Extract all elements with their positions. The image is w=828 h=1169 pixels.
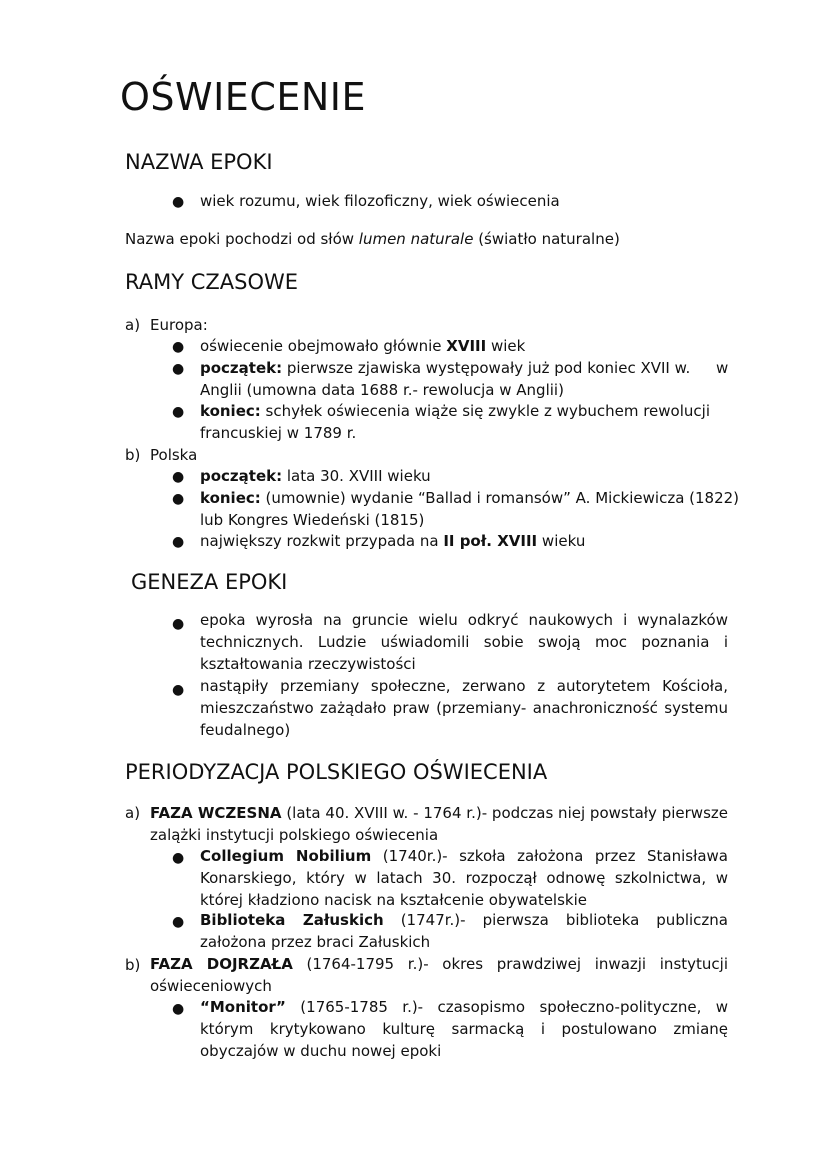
bullet-dot: ● <box>172 1001 185 1017</box>
bullet-text: Biblioteka Załuskich (1747r.)- pierwsza biblioteka publiczna założona przez braci Załuskich <box>200 911 728 951</box>
bullet-text: koniec: schyłek oświecenia wiąże się zwykle z wybuchem rewolucji <box>200 402 710 420</box>
bullet-dot: ● <box>172 361 185 377</box>
list-label-europa: Europa: <box>150 316 208 334</box>
bullet-dot: ● <box>172 850 185 866</box>
list-item-faza-dojrzala: FAZA DOJRZAŁA (1764-1795 r.)- okres prawdziwej inwazji instytucji oświeceniowych <box>150 955 728 995</box>
bullet-dot: ● <box>172 339 185 355</box>
heading-ramy-czasowe: RAMY CZASOWE <box>125 270 299 294</box>
bullet-text: w <box>716 359 729 377</box>
bullet-text: największy rozkwit przypada na II poł. XVIII wieku <box>200 532 586 550</box>
bullet-text: początek: lata 30. XVIII wieku <box>200 467 431 485</box>
bullet-text: epoka wyrosła na gruncie wielu odkryć naukowych i wynalazków technicznych. Ludzie uświadomili sobie swoją moc poznania i kształtowania rzeczywistości <box>200 611 728 673</box>
bullet-text: nastąpiły przemiany społeczne, zerwano z autorytetem Kościoła, mieszczaństwo zażądało praw (przemiany- anachroniczność systemu feudalnego) <box>200 677 728 739</box>
bullet-dot: ● <box>172 404 185 420</box>
bullet-text: wiek rozumu, wiek filozoficzny, wiek oświecenia <box>200 192 560 210</box>
bullet-dot: ● <box>172 914 185 930</box>
bullet-text: francuskiej w 1789 r. <box>200 424 357 442</box>
heading-geneza-epoki: GENEZA EPOKI <box>131 570 288 594</box>
heading-nazwa-epoki: NAZWA EPOKI <box>125 150 273 174</box>
list-marker: b) <box>125 446 141 464</box>
list-label-polska: Polska <box>150 446 198 464</box>
bullet-dot: ● <box>172 194 185 210</box>
bullet-dot: ● <box>172 534 185 550</box>
page-title: OŚWIECENIE <box>120 75 367 119</box>
bullet-text: lub Kongres Wiedeński (1815) <box>200 511 425 529</box>
list-marker: a) <box>125 316 141 334</box>
bullet-dot: ● <box>172 491 185 507</box>
bullet-dot: ● <box>172 682 185 698</box>
list-marker: b) <box>125 956 141 974</box>
bullet-text: “Monitor” (1765-1785 r.)- czasopismo społeczno-polityczne, w którym krytykowano kulturę sarmacką i postulowano zmianę obyczajów w duchu nowej epoki <box>200 998 728 1060</box>
list-item-faza-wczesna: FAZA WCZESNA (lata 40. XVIII w. - 1764 r.)- podczas niej powstały pierwsze zalążki instytucji polskiego oświecenia <box>150 804 728 844</box>
bullet-text: Collegium Nobilium (1740r.)- szkoła założona przez Stanisława Konarskiego, który w latach 30. rozpoczął odnowę szkolnictwa, w której kładziono nacisk na kształcenie obywatelskie <box>200 847 728 909</box>
list-marker: a) <box>125 804 141 822</box>
bullet-dot: ● <box>172 616 185 632</box>
bullet-text: Anglii (umowna data 1688 r.- rewolucja w Anglii) <box>200 381 564 399</box>
bullet-text: koniec: (umownie) wydanie “Ballad i romansów” A. Mickiewicza (1822) <box>200 489 740 507</box>
paragraph-etymology: Nazwa epoki pochodzi od słów lumen naturale (światło naturalne) <box>125 230 620 248</box>
bullet-text: początek: pierwsze zjawiska występowały już pod koniec XVII w. <box>200 359 691 377</box>
bullet-dot: ● <box>172 469 185 485</box>
heading-periodyzacja: PERIODYZACJA POLSKIEGO OŚWIECENIA <box>125 760 548 784</box>
bullet-text: oświecenie obejmowało głównie XVIII wiek <box>200 337 526 355</box>
